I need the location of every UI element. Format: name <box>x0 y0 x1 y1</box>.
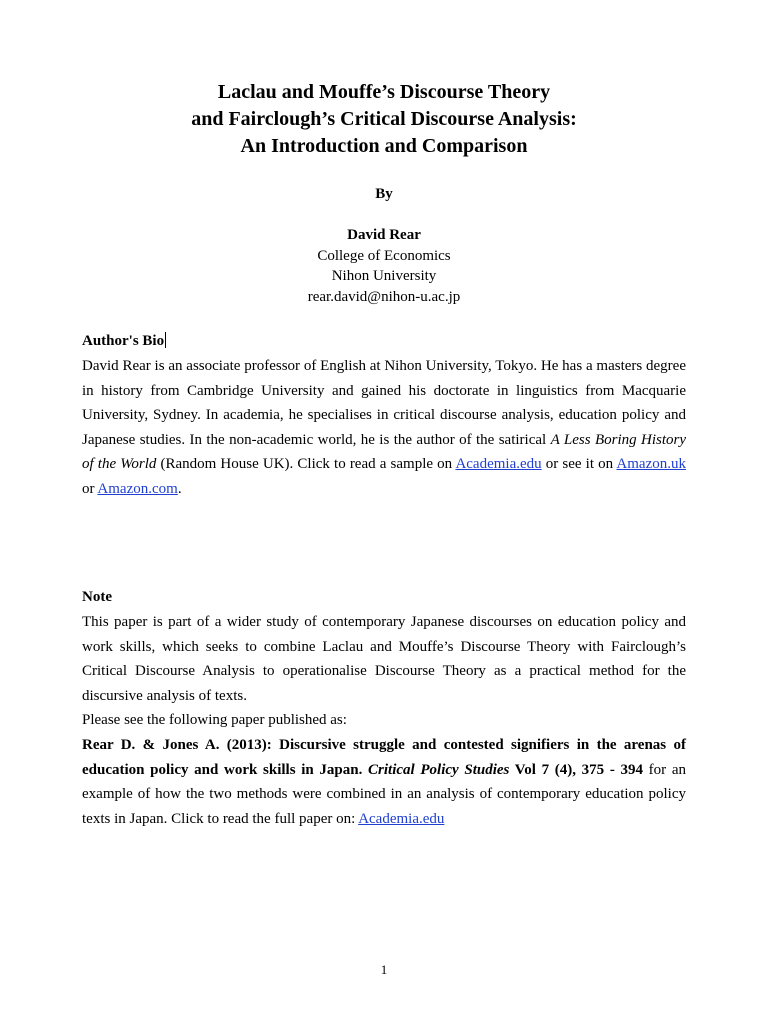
bio-text-2: (Random House UK). Click to read a sample on <box>156 456 456 473</box>
bio-book-title: A Less Boring History of the World <box>82 431 686 473</box>
author-university: Nihon University <box>331 268 437 284</box>
text-cursor <box>165 332 166 348</box>
bio-text-5: . <box>177 480 182 497</box>
paper-title <box>0 79 768 160</box>
page-number: 1 <box>380 962 388 977</box>
citation-volume: Vol 7 (4), 375 - 394 <box>509 761 643 778</box>
bio-text-3: or see it on <box>541 456 617 473</box>
author-email: rear.david@nihon-u.ac.jp <box>307 288 461 305</box>
citation-journal: Critical Policy Studies <box>368 761 510 778</box>
note-paragraph: This paper is part of a wider study of contemporary Japanese discourses on education policy and work skills, which seeks to combine Laclau and Mouffe’s Discourse Theory with Fairclough’s Critical Discourse Analysis to operationalise Discourse Theory as a practical method for the discursive analysis of texts. <box>82 614 686 704</box>
bio-heading <box>82 331 166 351</box>
author-department: College of Economics <box>317 247 451 264</box>
amazon-uk-link[interactable]: Amazon.uk <box>616 456 686 473</box>
reference-text: for an example of how the two methods were combined in an analysis of contemporary education policy texts in Japan. Click to read the full paper on: <box>82 761 686 827</box>
bio-paragraph <box>82 354 686 502</box>
citation-bold: Rear D. & Jones A. (2013): Discursive struggle and contested signifiers in the arenas of education policy and work skills in Japan. <box>82 737 686 778</box>
author-block <box>0 225 768 307</box>
title-line-2: and Fairclough’s Critical Discourse Analysis: <box>191 108 577 130</box>
author-name: David Rear <box>347 227 421 243</box>
title-line-1: Laclau and Mouffe’s Discourse Theory <box>217 81 551 103</box>
note-heading: Note <box>82 589 112 605</box>
reference-academia-link[interactable]: Academia.edu <box>358 810 445 827</box>
reference-paragraph <box>82 733 686 831</box>
amazon-com-link[interactable]: Amazon.com <box>97 480 178 497</box>
title-line-3: An Introduction and Comparison <box>240 135 528 157</box>
bio-text-1: David Rear is an associate professor of English at Nihon University, Tokyo. He has a masters degree in history from Cambridge University and gained his doctorate in linguistics from Macquarie University, Sydney. In academia, he specialises in critical discourse analysis, education policy and Japanese studies. In the non-academic world, he is the author of the satirical <box>82 358 686 448</box>
reference-intro: Please see the following paper published as: <box>82 712 347 728</box>
byline: By <box>375 186 393 202</box>
bio-heading-text: Author's Bio <box>82 333 165 349</box>
bio-text-4: or <box>82 480 98 497</box>
academia-link[interactable]: Academia.edu <box>455 456 542 473</box>
